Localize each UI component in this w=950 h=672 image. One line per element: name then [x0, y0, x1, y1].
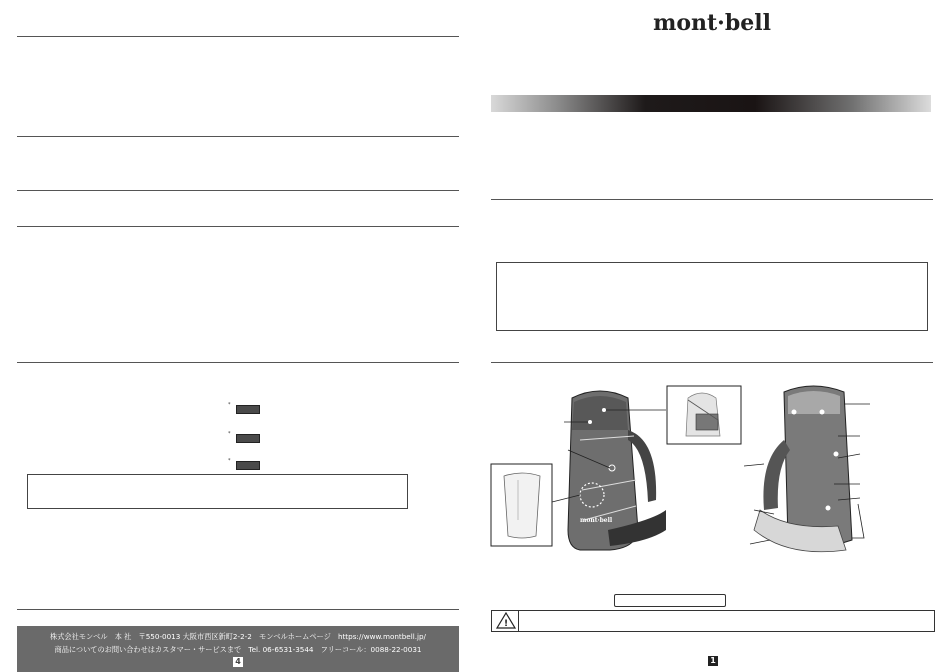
- product-illustrations: [488, 380, 938, 590]
- tag-asterisk: *: [228, 431, 231, 437]
- divider: [17, 190, 459, 191]
- size-tag: [236, 461, 260, 470]
- backpack-logo: mont·bell: [580, 517, 613, 524]
- title-gradient-bar: [491, 95, 931, 112]
- tag-asterisk: *: [228, 402, 231, 408]
- size-tag: [236, 434, 260, 443]
- backpack-front-illustration: [564, 391, 666, 550]
- divider: [491, 362, 933, 363]
- footer-address: 株式会社モンベル 本 社 〒550-0013 大阪市西区新町2-2-2 モンベルホームページ https://www.montbell.jp/: [50, 632, 426, 641]
- svg-text:!: !: [503, 619, 509, 629]
- caption-box: [614, 594, 726, 607]
- notice-box: [496, 262, 928, 331]
- warning-bar: [491, 610, 935, 632]
- stuff-sack-inset: [491, 464, 580, 546]
- divider: [17, 36, 459, 37]
- size-tag: [236, 405, 260, 414]
- company-footer: [17, 626, 459, 672]
- divider: [17, 609, 459, 610]
- page-number-right: 1: [708, 656, 718, 666]
- footer-contact: 商品についてのお問い合わせはカスタマー・サービスまで Tel. 06-6531-3544 フリーコール：0088-22-0031: [54, 645, 422, 654]
- warning-divider: [518, 611, 519, 631]
- backpack-back-illustration: [744, 386, 870, 552]
- divider: [17, 226, 459, 227]
- divider: [17, 362, 459, 363]
- page-number-left: 4: [233, 657, 243, 667]
- brand-logo: mont·bell: [653, 10, 771, 36]
- tag-asterisk: *: [228, 458, 231, 464]
- divider: [17, 136, 459, 137]
- divider: [491, 199, 933, 200]
- note-box: [27, 474, 408, 509]
- warning-triangle-icon: [496, 612, 516, 629]
- shoulder-carry-inset: [667, 386, 741, 444]
